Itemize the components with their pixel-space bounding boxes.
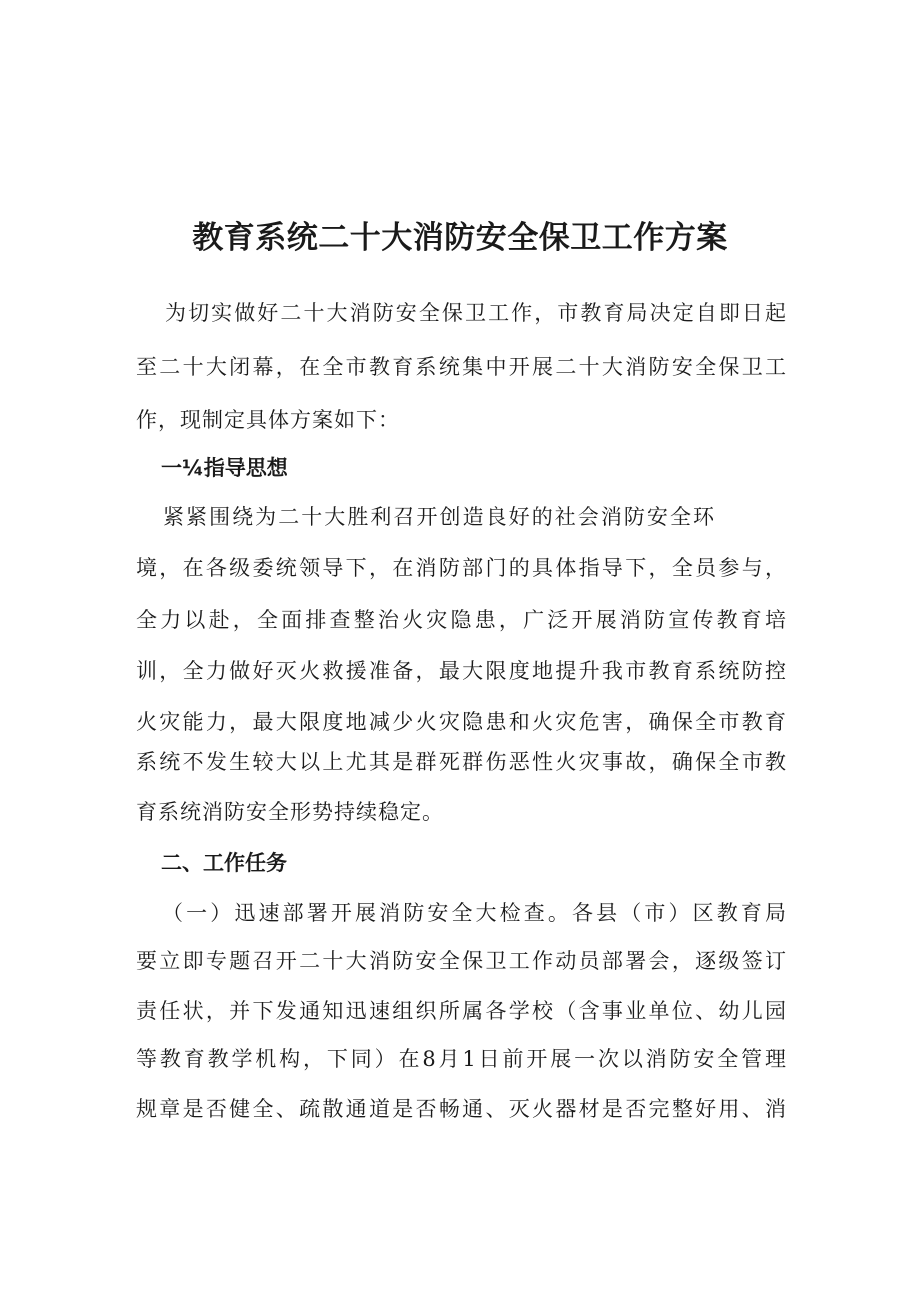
paragraph-line: 责任状，并下发通知迅速组织所属各学校（含事业单位、幼儿园 [136,999,786,1023]
section-heading-guiding-ideology: 一¼指导思想 [161,456,288,480]
section-heading-work-tasks: 二、工作任务 [161,851,287,875]
paragraph-line: 系统不发生较大以上尤其是群死群伤恶性火灾事故，确保全市教 [136,750,786,774]
paragraph-line: （一）迅速部署开展消防安全大检查。各县（市）区教育局 [162,901,786,925]
paragraph-line: 规章是否健全、疏散通道是否畅通、灭火器材是否完整好用、消 [136,1097,786,1121]
paragraph-line: 作，现制定具体方案如下： [136,408,400,432]
paragraph-line: 育系统消防安全形势持续稳定。 [136,800,444,824]
paragraph-line: 火灾能力，最大限度地减少火灾隐患和火灾危害，确保全市教育 [136,710,786,734]
document-title: 教育系统二十大消防安全保卫工作方案 [192,220,728,256]
paragraph-line: 紧紧围绕为二十大胜利召开创造良好的社会消防安全环 [163,505,714,529]
paragraph-line: 境，在各级委统领导下，在消防部门的具体指导下，全员参与， [136,556,786,580]
paragraph-line: 等教育教学机构，下同）在8月1日前开展一次以消防安全管理 [136,1047,786,1071]
paragraph-line: 要立即专题召开二十大消防安全保卫工作动员部署会，逐级签订 [136,949,786,973]
paragraph-line: 至二十大闭幕，在全市教育系统集中开展二十大消防安全保卫工 [136,355,786,379]
paragraph-line: 全力以赴，全面排查整治火灾隐患，广泛开展消防宣传教育培 [136,608,786,632]
paragraph-line: 为切实做好二十大消防安全保卫工作，市教育局决定自即日起 [165,301,786,325]
paragraph-line: 训，全力做好灭火救援准备，最大限度地提升我市教育系统防控 [136,659,786,683]
